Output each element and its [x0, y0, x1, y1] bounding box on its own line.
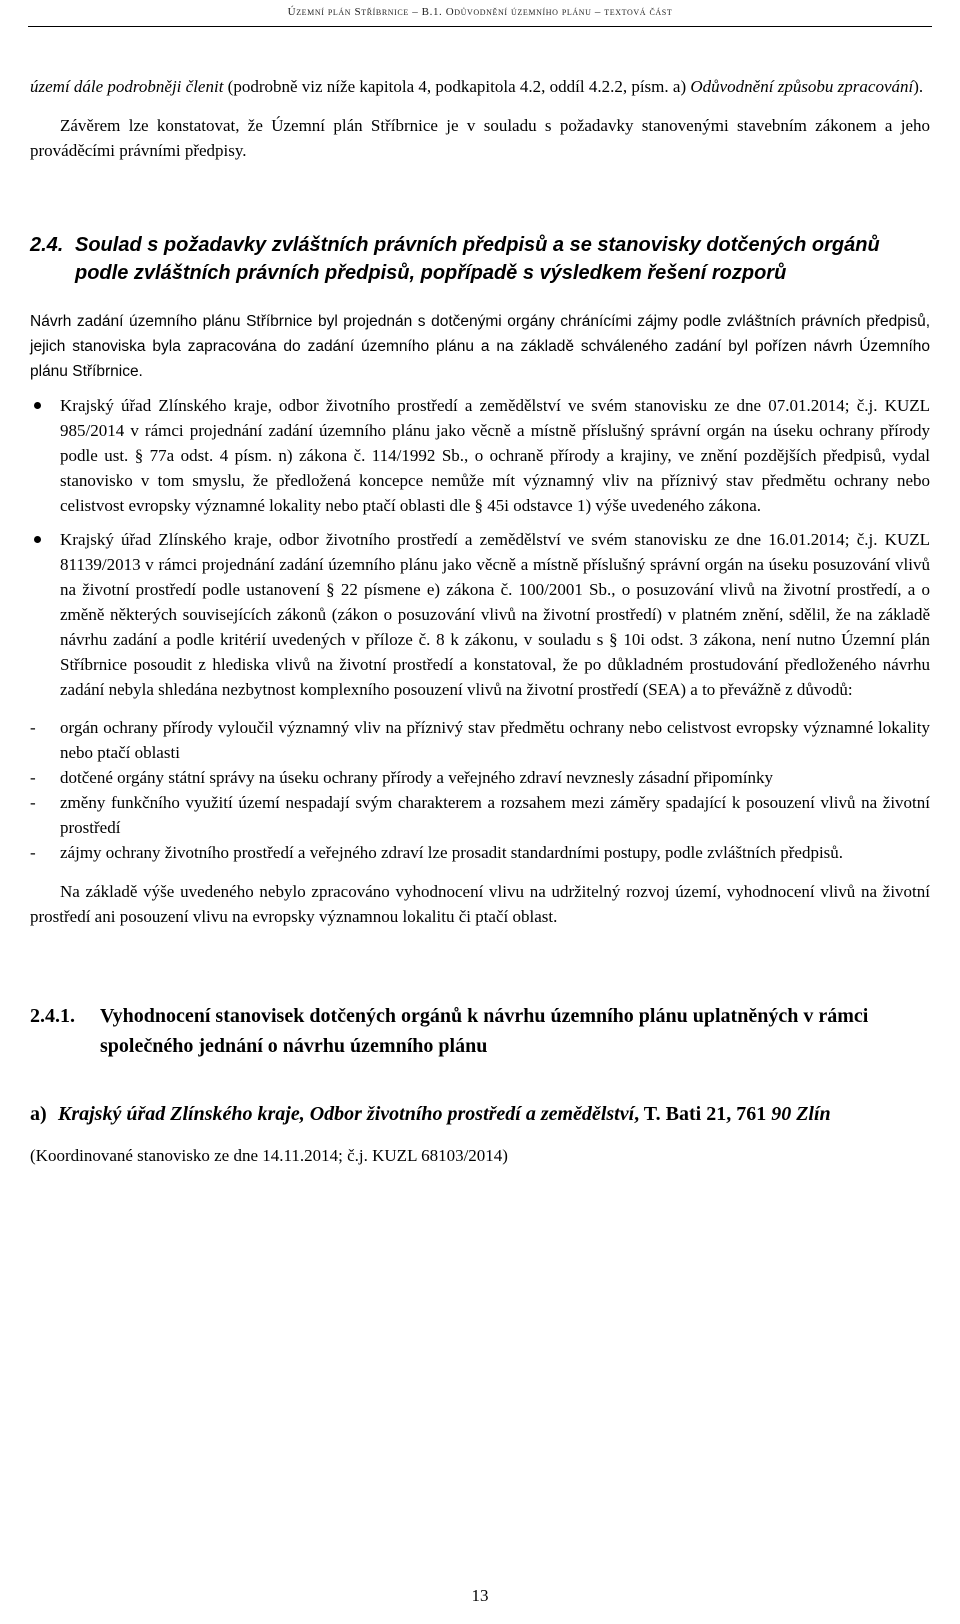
bullet-list — [30, 393, 930, 702]
list-item — [30, 715, 930, 765]
list-item — [30, 765, 930, 790]
intro-end: ). — [913, 77, 924, 96]
dash-text: zájmy ochrany životního prostředí a veřejného zdraví lze prosadit standardními postupy, podle zvláštních předpisů. — [60, 843, 844, 862]
dash-text: změny funkčního využití území nespadají svým charakterem a rozsahem mezi záměry spadající k posouzení vlivů na životní prostředí — [60, 793, 930, 837]
running-header: Územní plán Stříbrnice – B.1. Odůvodnění územního plánu – textová část — [287, 6, 673, 18]
list-item — [30, 393, 930, 518]
intro-paragraph — [30, 74, 930, 99]
dash-text: orgán ochrany přírody vyloučil významný vliv na příznivý stav předmětu ochrany nebo celistvost evropsky významné lokality nebo ptačí oblasti — [60, 718, 930, 762]
dash-marker: - — [30, 718, 36, 737]
item-a-label: a) — [30, 1103, 47, 1125]
list-item — [30, 790, 930, 840]
dash-list — [30, 715, 930, 865]
item-a-heading — [30, 1099, 930, 1129]
section-2-4-number: 2.4. — [30, 234, 64, 256]
bullet-icon — [34, 402, 41, 409]
summary-paragraph: Na základě výše uvedeného nebylo zpracováno vyhodnocení vlivu na udržitelný rozvoj území, vyhodnocení vlivů na životní prostředí ani posouzení vlivu na evropsky významnou lokalitu či ptačí oblast. — [30, 882, 930, 926]
dash-marker: - — [30, 768, 36, 787]
intro-italic-lead: území dále podrobněji členit — [30, 77, 224, 96]
section-2-4-1-heading — [30, 1001, 930, 1061]
bullet-icon — [34, 536, 41, 543]
coordinated-statement: (Koordinované stanovisko ze dne 14.11.2014; č.j. KUZL 68103/2014) — [30, 1146, 508, 1165]
dash-text: dotčené orgány státní správy na úseku ochrany přírody a veřejného zdraví nevznesly zásadní připomínky — [60, 768, 773, 787]
bullet-text: Krajský úřad Zlínského kraje, odbor životního prostředí a zemědělství ve svém stanovisku ze dne 16.01.2014; č.j. KUZL 81139/2013 v rámci projednání zadání územního plánu jako věcně a místně příslušný správní orgán na úseku posuzování vlivů na životní prostředí podle ustanovení § 22 písmene e) zákona č. 100/2001 Sb., o posuzování vlivů na životní prostředí, a o změně některých souvisejících zákonů (zákon o posuzování vlivů na životní prostředí) v platném znění, sdělil, že na základě návrhu zadání a podle kritérií uvedených v příloze č. 8 k zákonu, v souladu s § 10i odst. 3 zákona, není nutno Územní plán Stříbrnice posoudit z hlediska vlivů na životní prostředí a konstatoval, že po důkladném prostudování předloženého návrhu zadání nebyla shledána nezbytnost komplexního posouzení vlivů na životní prostředí (SEA) a to převážně z důvodů: — [60, 530, 930, 699]
document-body — [30, 74, 930, 1168]
intro-italic-tail: Odůvodnění způsobu zpracování — [690, 77, 914, 96]
conclusion-paragraph: Závěrem lze konstatovat, že Územní plán Stříbrnice je v souladu s požadavky stanovenými stavebním zákonem a jeho prováděcími právními předpisy. — [30, 116, 930, 160]
item-a-address: , T. Bati 21, 761 — [634, 1103, 772, 1125]
list-item — [30, 840, 930, 865]
zadani-paragraph: Návrh zadání územního plánu Stříbrnice byl projednán s dotčenými orgány chránícími zájmy podle zvláštních právních předpisů, jejich stanoviska byla zapracována do zadání územního plánu a na základě schváleného zadání byl pořízen návrh Územního plánu Stříbrnice. — [30, 313, 930, 380]
intro-text: (podrobně viz níže kapitola 4, podkapitola 4.2, oddíl 4.2.2, písm. a) — [223, 77, 691, 96]
page-number: 13 — [471, 1586, 489, 1605]
bullet-text: Krajský úřad Zlínského kraje, odbor životního prostředí a zemědělství ve svém stanovisku ze dne 07.01.2014; č.j. KUZL 985/2014 v rámci projednání zadání územního plánu jako věcně a místně příslušný správní orgán na úseku ochrany přírody podle ust. § 77a odst. 4 písm. n) zákona č. 114/1992 Sb., o ochraně přírody a krajiny, ve znění pozdějších předpisů, vydal stanovisko v tom smyslu, že předložená koncepce nemůže mít významný vliv na příznivý stav předmětu ochrany nebo celistvost evropsky významné lokality nebo ptačí oblasti dle § 45i odstavce 1) výše uvedeného zákona. — [60, 396, 930, 515]
list-item — [30, 527, 930, 702]
item-a-authority: Krajský úřad Zlínského kraje, Odbor životního prostředí a zemědělství — [58, 1103, 635, 1125]
section-2-4-1-title: Vyhodnocení stanovisek dotčených orgánů k návrhu územního plánu uplatněných v rámci společného jednání o návrhu územního plánu — [100, 1005, 869, 1057]
section-2-4-heading — [30, 231, 930, 287]
section-2-4-title: Soulad s požadavky zvláštních právních předpisů a se stanovisky dotčených orgánů podle zvláštních právních předpisů, popřípadě s výsledkem řešení rozporů — [75, 234, 880, 284]
section-2-4-1-number: 2.4.1. — [30, 1005, 75, 1027]
dash-marker: - — [30, 793, 36, 812]
dash-marker: - — [30, 843, 36, 862]
item-a-city: 90 Zlín — [771, 1103, 831, 1125]
header-divider — [28, 26, 932, 27]
